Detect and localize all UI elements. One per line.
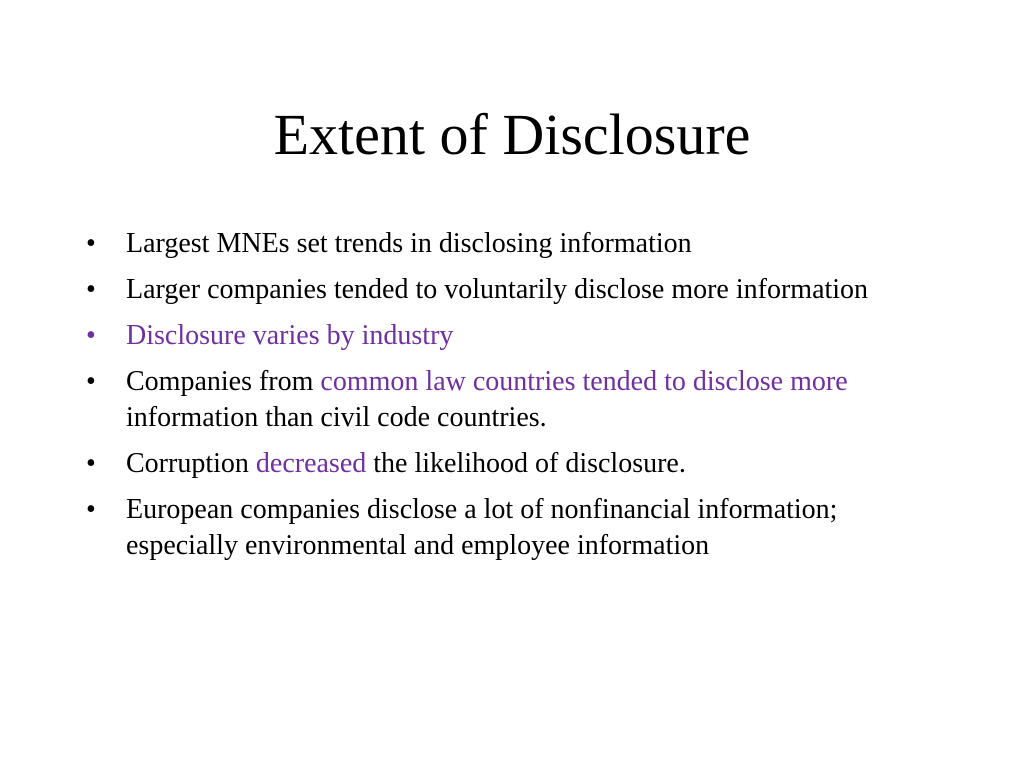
bullet-text-6: European companies disclose a lot of nonfinancial information; especially environmental and employee information xyxy=(126,494,838,561)
bullet-item-2 xyxy=(86,272,946,308)
bullet-marker: • xyxy=(86,320,96,351)
bullet-text-5-highlight: decreased xyxy=(255,448,367,479)
bullet-text-4-part-2: information than civil code countries. xyxy=(126,402,547,433)
bullet-item-4 xyxy=(86,364,946,436)
bullet-text-5-part-1: Corruption xyxy=(126,448,256,479)
bullet-marker: • xyxy=(86,448,96,479)
bullet-item-3 xyxy=(86,318,946,354)
bullet-item-6 xyxy=(86,492,946,564)
bullet-list xyxy=(86,226,946,574)
bullet-marker: • xyxy=(86,274,96,305)
bullet-marker: • xyxy=(86,228,96,259)
slide-title: Extent of Disclosure xyxy=(273,102,751,167)
bullet-text-4-part-1: Companies from xyxy=(126,366,321,397)
bullet-item-1 xyxy=(86,226,946,262)
bullet-text-2: Larger companies tended to voluntarily disclose more information xyxy=(126,274,869,305)
bullet-text-4-highlight: common law countries tended to disclose more xyxy=(320,366,848,397)
bullet-text-1: Largest MNEs set trends in disclosing information xyxy=(126,228,692,259)
bullet-item-5 xyxy=(86,446,946,482)
bullet-marker: • xyxy=(86,366,96,397)
bullet-text-3: Disclosure varies by industry xyxy=(126,320,454,351)
bullet-text-5-part-2: the likelihood of disclosure. xyxy=(366,448,686,479)
bullet-marker: • xyxy=(86,494,96,525)
